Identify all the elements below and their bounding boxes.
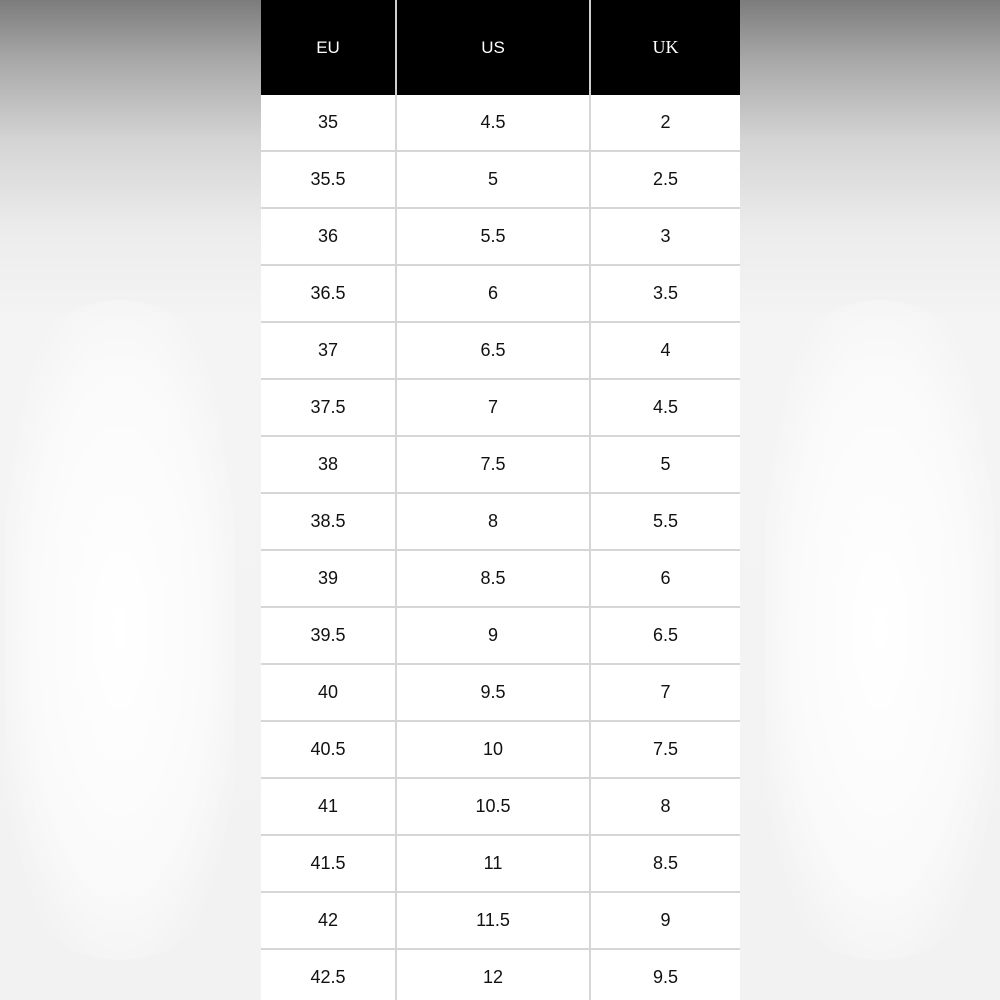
eu-size-cell: 35	[261, 95, 396, 151]
us-size-cell: 4.5	[396, 95, 590, 151]
uk-size-cell: 7.5	[590, 721, 740, 778]
column-header-eu: EU	[261, 0, 396, 95]
table-row	[261, 151, 740, 208]
uk-size-cell: 5.5	[590, 493, 740, 550]
eu-size-cell: 37.5	[261, 379, 396, 436]
uk-size-cell: 4.5	[590, 379, 740, 436]
us-size-cell: 12	[396, 949, 590, 1000]
table-row	[261, 493, 740, 550]
eu-size-cell: 37	[261, 322, 396, 379]
table-row	[261, 550, 740, 607]
uk-size-cell: 8.5	[590, 835, 740, 892]
uk-size-cell: 7	[590, 664, 740, 721]
table-row	[261, 322, 740, 379]
eu-size-cell: 39.5	[261, 607, 396, 664]
table-row	[261, 607, 740, 664]
eu-size-cell: 41.5	[261, 835, 396, 892]
eu-size-cell: 42.5	[261, 949, 396, 1000]
table-row	[261, 892, 740, 949]
uk-size-cell: 3	[590, 208, 740, 265]
uk-size-cell: 3.5	[590, 265, 740, 322]
uk-size-cell: 8	[590, 778, 740, 835]
table-row	[261, 379, 740, 436]
uk-size-cell: 4	[590, 322, 740, 379]
us-size-cell: 8	[396, 493, 590, 550]
us-size-cell: 11	[396, 835, 590, 892]
us-size-cell: 5.5	[396, 208, 590, 265]
us-size-cell: 5	[396, 151, 590, 208]
uk-size-cell: 2	[590, 95, 740, 151]
us-size-cell: 8.5	[396, 550, 590, 607]
column-header-us: US	[396, 0, 590, 95]
eu-size-cell: 36.5	[261, 265, 396, 322]
uk-size-cell: 9	[590, 892, 740, 949]
uk-size-cell: 5	[590, 436, 740, 493]
us-size-cell: 9.5	[396, 664, 590, 721]
table-row	[261, 835, 740, 892]
uk-size-cell: 6.5	[590, 607, 740, 664]
table-header	[261, 0, 740, 95]
uk-size-cell: 2.5	[590, 151, 740, 208]
us-size-cell: 11.5	[396, 892, 590, 949]
table-row	[261, 778, 740, 835]
eu-size-cell: 42	[261, 892, 396, 949]
table-body	[261, 95, 740, 1000]
us-size-cell: 10.5	[396, 778, 590, 835]
table-row	[261, 949, 740, 1000]
eu-size-cell: 40	[261, 664, 396, 721]
table-row	[261, 265, 740, 322]
us-size-cell: 7.5	[396, 436, 590, 493]
eu-size-cell: 36	[261, 208, 396, 265]
us-size-cell: 10	[396, 721, 590, 778]
table-row	[261, 664, 740, 721]
uk-size-cell: 9.5	[652, 967, 679, 987]
background-glow-right	[765, 300, 995, 960]
eu-size-cell: 39	[261, 550, 396, 607]
us-size-cell: 6	[396, 265, 590, 322]
table-row	[261, 95, 740, 151]
background-glow-left	[5, 300, 235, 960]
header-row	[261, 0, 740, 95]
eu-size-cell: 38.5	[261, 493, 396, 550]
table-row	[261, 208, 740, 265]
shoe-size-table	[261, 0, 740, 1000]
column-header-uk: UK	[590, 0, 740, 95]
eu-size-cell: 38	[261, 436, 396, 493]
us-size-cell: 9	[396, 607, 590, 664]
us-size-cell: 6.5	[396, 322, 590, 379]
table-row	[261, 721, 740, 778]
eu-size-cell: 40.5	[261, 721, 396, 778]
eu-size-cell: 35.5	[261, 151, 396, 208]
eu-size-cell: 41	[261, 778, 396, 835]
uk-size-cell: 6	[590, 550, 740, 607]
us-size-cell: 7	[396, 379, 590, 436]
table-row	[261, 436, 740, 493]
